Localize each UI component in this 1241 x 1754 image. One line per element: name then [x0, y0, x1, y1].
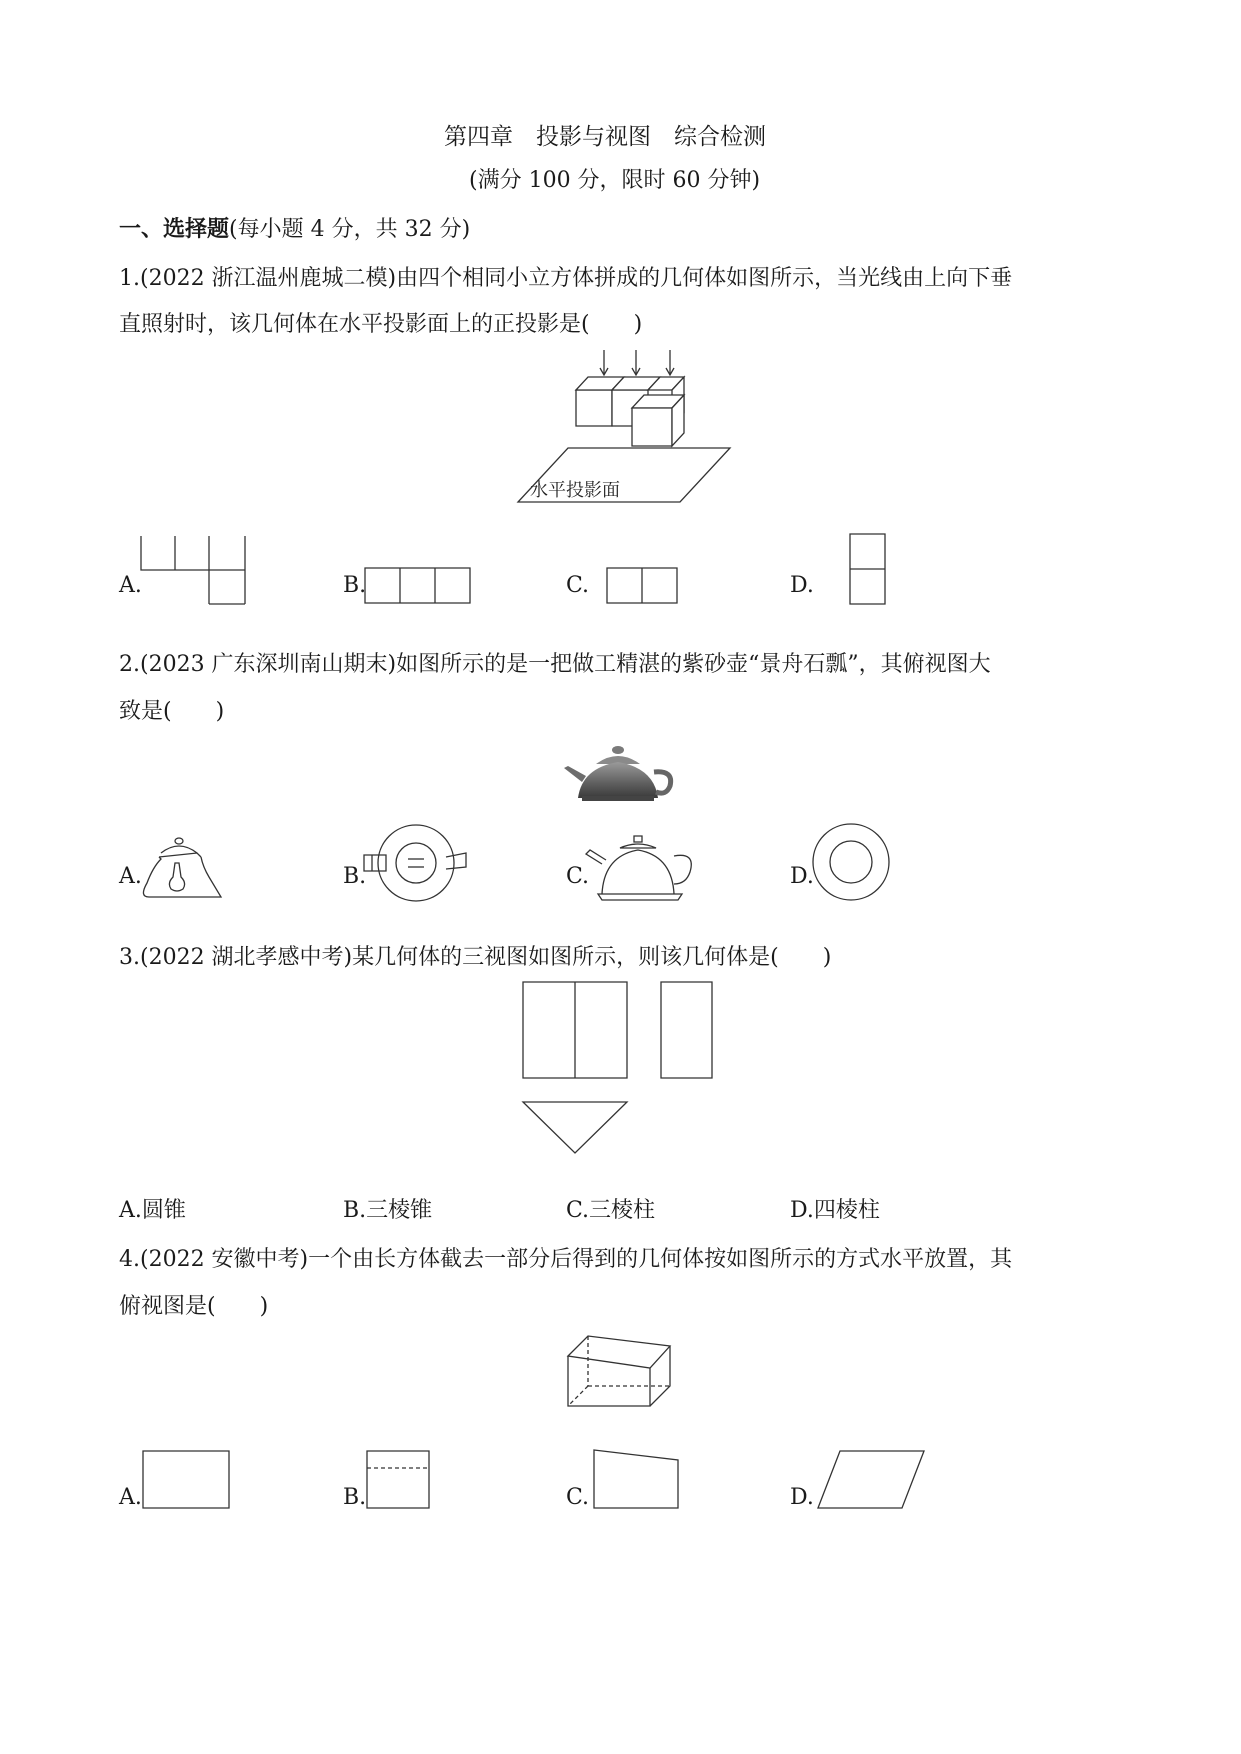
q4-text-line2: 俯视图是( ): [119, 1294, 269, 1319]
section-note: (每小题 4 分，共 32 分): [229, 217, 471, 242]
q1-option-c-figure: [606, 567, 682, 607]
q1-text-line2: 直照射时，该几何体在水平投影面上的正投影是( ): [119, 312, 643, 337]
q4-option-d[interactable]: D.: [790, 1485, 814, 1510]
q3-option-b[interactable]: B.三棱锥: [343, 1198, 433, 1223]
q4-option-d-figure: [818, 1450, 930, 1512]
q3-option-a[interactable]: A.圆锥: [119, 1198, 186, 1223]
q4-text-line1: 4.(2022 安徽中考)一个由长方体截去一部分后得到的几何体按如图所示的方式水平放置，其: [119, 1247, 1013, 1272]
q4-option-a-figure: [142, 1450, 232, 1512]
q2-option-d-figure: [811, 822, 893, 904]
q2-option-b-figure: [364, 823, 468, 905]
q3-option-d[interactable]: D.四棱柱: [790, 1198, 880, 1223]
q4-option-c[interactable]: C.: [566, 1485, 590, 1510]
page-title: 第四章 投影与视图 综合检测: [444, 124, 766, 150]
q4-solid-figure: [566, 1334, 678, 1410]
q3-option-c[interactable]: C.三棱柱: [566, 1198, 656, 1223]
q1-option-c[interactable]: C.: [566, 573, 590, 598]
q2-option-a-figure: [139, 837, 223, 901]
q3-three-views: [520, 981, 720, 1173]
q4-option-b[interactable]: B.: [343, 1485, 367, 1510]
q1-text-line1: 1.(2022 浙江温州鹿城二模)由四个相同小立方体拼成的几何体如图所示，当光线由上向下垂: [119, 266, 1013, 291]
q1-option-a[interactable]: A.: [119, 573, 142, 598]
q1-option-d[interactable]: D.: [790, 573, 814, 598]
q4-option-b-figure: [366, 1450, 432, 1512]
q1-plane-label: 水平投影面: [530, 480, 620, 500]
page-subtitle: (满分 100 分，限时 60 分钟): [469, 168, 761, 193]
q2-option-c[interactable]: C.: [566, 864, 590, 889]
q2-option-a[interactable]: A.: [119, 864, 142, 889]
q2-option-c-figure: [586, 834, 696, 904]
q1-figure-cubes: [500, 350, 750, 510]
q2-option-b[interactable]: B.: [343, 864, 367, 889]
section-heading: [119, 215, 470, 245]
q3-text-line1: 3.(2022 湖北孝感中考)某几何体的三视图如图所示，则该几何体是( ): [119, 945, 832, 970]
q2-text-line1: 2.(2023 广东深圳南山期末)如图所示的是一把做工精湛的紫砂壶“景舟石瓢”，其俯视图大: [119, 652, 991, 677]
q1-option-b-figure: [364, 567, 474, 607]
q2-text-line2: 致是( ): [119, 699, 225, 724]
q1-option-b[interactable]: B.: [343, 573, 367, 598]
section-title: 一、选择题: [119, 217, 230, 242]
q1-option-d-figure: [849, 533, 889, 609]
q2-teapot-photo: [562, 746, 674, 808]
q4-option-a[interactable]: A.: [119, 1485, 142, 1510]
q2-option-d[interactable]: D.: [790, 864, 814, 889]
q4-option-c-figure: [592, 1449, 682, 1513]
q1-option-a-figure: [141, 536, 251, 608]
